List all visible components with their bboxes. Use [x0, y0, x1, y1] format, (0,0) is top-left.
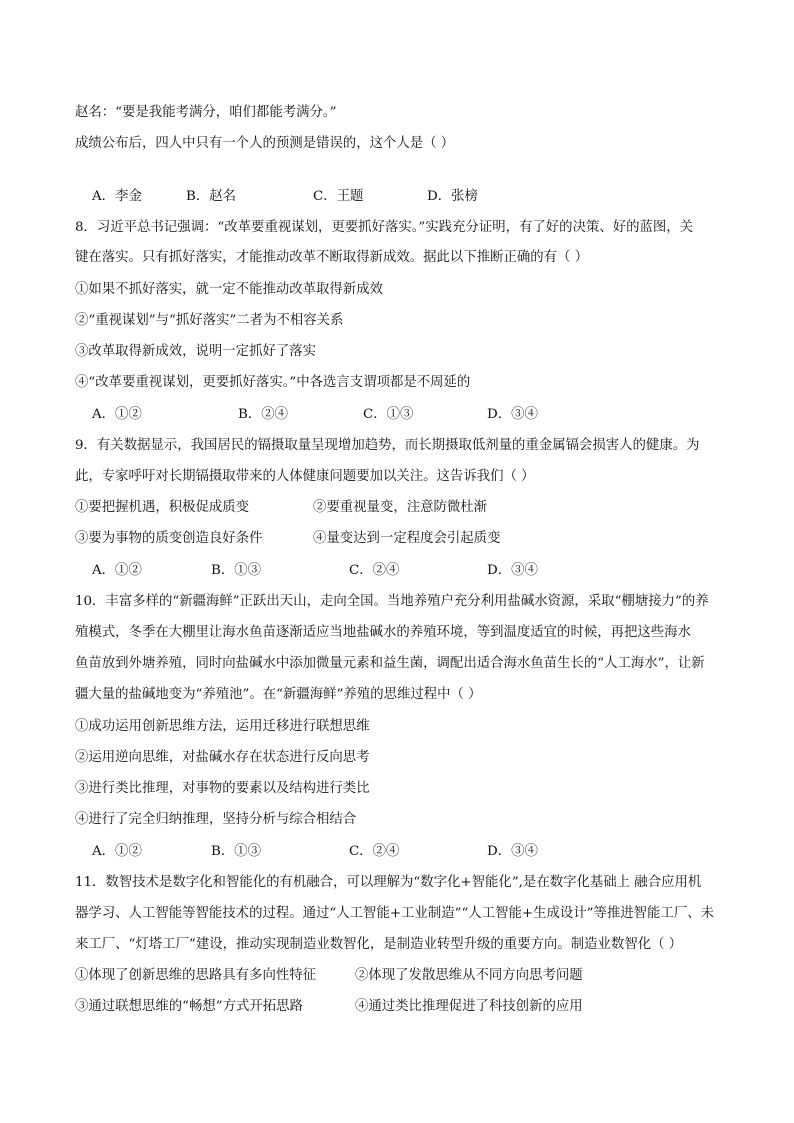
q8-option-d[interactable]: D．③④: [487, 407, 538, 422]
q11-item-2: ②体现了发散思维从不同方向思考问题: [355, 968, 583, 983]
q9-item-3: ③要为事物的质变创造良好条件: [75, 531, 263, 546]
q11-item-3: ③通过联想思维的“畅想”方式开拓思路: [75, 999, 303, 1014]
q8-item-3: ③改革取得新成效，说明一定抓好了落实: [75, 344, 317, 359]
q10-option-b[interactable]: B．①③: [211, 844, 262, 859]
q9-item-4: ④量变达到一定程度会引起质变: [313, 531, 501, 546]
q10-item-4: ④进行了完全归纳推理，坚持分析与综合相结合: [75, 812, 357, 827]
q8-item-4: ④“改革要重视谋划，更要抓好落实。”中各选言支谓项都是不周延的: [75, 375, 471, 390]
q9-item-1: ①要把握机遇，积极促成质变: [75, 500, 250, 515]
q8-stem-line-1: 8．习近平总书记强调：“改革要重视谋划，更要抓好落实。”实践充分证明，有了好的决策、好的蓝图，关: [75, 220, 694, 235]
q11-item-1: ①体现了创新思维的思路具有多向性特征: [75, 968, 317, 983]
q10-stem-line-2: 殖模式，冬季在大棚里让海水鱼苗逐渐适应当地盐碱水的养殖环境，等到温度适宜的时候，再把这些海水: [75, 625, 691, 640]
q7-option-c[interactable]: C．王题: [313, 189, 364, 204]
q10-stem-line-1: 10．丰富多样的“新疆海鲜”正跃出天山，走向全国。当地养殖户充分利用盐碱水资源，采取“棚塘接力”的养: [75, 594, 709, 609]
q9-option-d[interactable]: D．③④: [487, 563, 538, 578]
q10-option-a[interactable]: A．①②: [92, 844, 142, 859]
q8-stem-line-2: 键在落实。只有抓好落实，才能推动改革不断取得新成效。据此以下推断正确的有（ ）: [75, 250, 589, 265]
q11-stem-line-2: 器学习、人工智能等智能技术的过程。通过“人工智能+工业制造”“人工智能+生成设计”等推进智能工厂、未: [75, 906, 715, 921]
q8-option-c[interactable]: C．①③: [363, 407, 414, 422]
q8-option-b[interactable]: B．②④: [238, 407, 289, 422]
q10-item-2: ②运用逆向思维，对盐碱水存在状态进行反向思考: [75, 750, 370, 765]
q9-item-2: ②要重视量变，注意防微杜渐: [313, 500, 488, 515]
q8-option-a[interactable]: A．①②: [92, 407, 142, 422]
q10-stem-line-4: 疆大量的盐碱地变为“养殖池”。在“新疆海鲜”养殖的思维过程中（ ）: [75, 687, 482, 702]
q10-option-d[interactable]: D．③④: [487, 844, 538, 859]
q7-line-1: 赵名：“要是我能考满分，咱们都能考满分。”: [75, 105, 337, 120]
q8-item-1: ①如果不抓好落实，就一定不能推动改革取得新成效: [75, 282, 383, 297]
q11-stem-line-1: 11．数智技术是数字化和智能化的有机融合，可以理解为“数字化+智能化”,是在数字化基础上 融合应用机: [75, 875, 702, 890]
q11-stem-line-3: 来工厂、“灯塔工厂”建设，推动实现制造业数智化，是制造业转型升级的重要方向。制造业数智化（ ）: [75, 937, 683, 952]
q7-line-2: 成绩公布后，四人中只有一个人的预测是错误的，这个人是（ ）: [75, 136, 455, 151]
q9-option-c[interactable]: C．②④: [349, 563, 400, 578]
q10-stem-line-3: 鱼苗放到外塘养殖，同时向盐碱水中添加微量元素和益生菌，调配出适合海水鱼苗生长的“人工海水”，让新: [75, 656, 705, 671]
q10-item-1: ①成功运用创新思维方法，运用迁移进行联想思维: [75, 719, 370, 734]
q9-option-a[interactable]: A．①②: [92, 563, 142, 578]
q7-option-a[interactable]: A．李金: [92, 189, 142, 204]
q10-option-c[interactable]: C．②④: [349, 844, 400, 859]
q7-option-d[interactable]: D．张榜: [427, 189, 478, 204]
q8-item-2: ②“重视谋划”与“抓好落实”二者为不相容关系: [75, 313, 344, 328]
q9-stem-line-2: 此，专家呼吁对长期镉摄取带来的人体健康问题要加以关注。这告诉我们（ ）: [75, 469, 535, 484]
q9-stem-line-1: 9．有关数据显示，我国居民的镉摄取量呈现增加趋势，而长期摄取低剂量的重金属镉会损害人的健康。为: [75, 438, 700, 453]
q9-option-b[interactable]: B．①③: [211, 563, 262, 578]
q10-item-3: ③进行类比推理，对事物的要素以及结构进行类比: [75, 781, 370, 796]
q11-item-4: ④通过类比推理促进了科技创新的应用: [355, 999, 583, 1014]
q7-option-b[interactable]: B．赵名: [186, 189, 237, 204]
